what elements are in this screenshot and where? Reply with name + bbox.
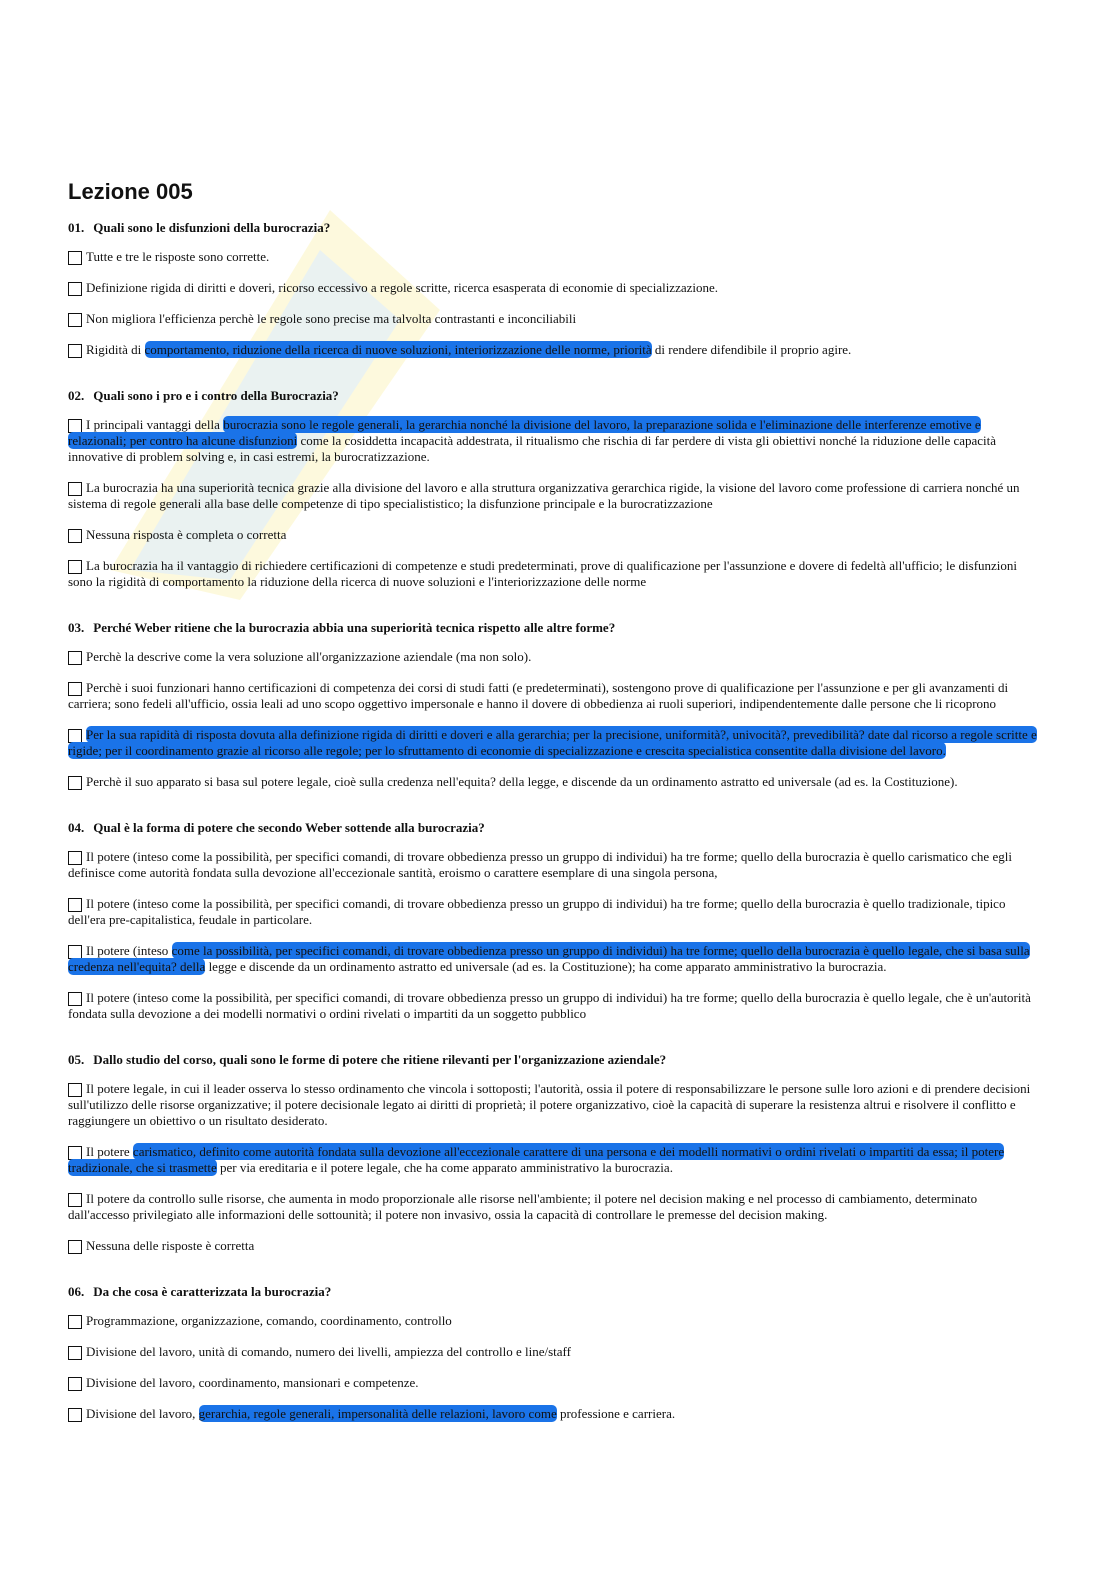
answer-checkbox[interactable] (68, 1193, 82, 1207)
option-text: Programmazione, organizzazione, comando, coordinamento, controllo (86, 1313, 452, 1328)
highlighted-text: gerarchia, regole generali, impersonalità delle relazioni, lavoro come (198, 1406, 557, 1421)
answer-option (68, 1191, 1040, 1223)
answer-option (68, 527, 1040, 543)
answer-option (68, 680, 1040, 712)
option-text: Perchè la descrive come la vera soluzione all'organizzazione aziendale (ma non solo). (86, 649, 532, 664)
answer-option (68, 1081, 1040, 1129)
answer-checkbox[interactable] (68, 313, 82, 327)
option-text: di rendere difendibile il proprio agire. (651, 342, 852, 357)
answer-option (68, 774, 1040, 790)
option-text: Il potere da controllo sulle risorse, che aumenta in modo proporzionale alle risorse nell'ambiente; il potere nel decision making e nel processo di cambiamento, determinato dall'accesso privilegiato alle informazioni delle sottounità; il potere non invasivo, ossia la capacità di controllare le premesse del decision making. (68, 1191, 978, 1222)
answer-option (68, 249, 1040, 265)
question (68, 620, 1040, 790)
option-text: professione e carriera. (556, 1406, 676, 1421)
question-text: Dallo studio del corso, quali sono le forme di potere che ritiene rilevanti per l'organizzazione aziendale? (93, 1052, 667, 1067)
answer-checkbox[interactable] (68, 482, 82, 496)
answer-option (68, 1375, 1040, 1391)
answer-checkbox[interactable] (68, 251, 82, 265)
answer-option (68, 558, 1040, 590)
option-text: Il potere (86, 1144, 133, 1159)
question-number: 05. (68, 1052, 85, 1067)
option-text: Definizione rigida di diritti e doveri, ricorso eccessivo a regole scritte, ricerca esasperata di economie di specializzazione. (86, 280, 719, 295)
question (68, 388, 1040, 590)
option-text: Nessuna risposta è completa o corretta (86, 527, 287, 542)
option-text: Tutte e tre le risposte sono corrette. (86, 249, 270, 264)
option-text: La burocrazia ha una superiorità tecnica grazie alla divisione del lavoro e alla struttura organizzativa gerarchica rigide, la visione del lavoro come professione di carriera nonché un sistema di regole generali alla base delle competenze di tipo specialististico; la disfunzione principale e la burocratizzazione (68, 480, 1020, 511)
question (68, 1284, 1040, 1422)
answer-checkbox[interactable] (68, 682, 82, 696)
question-text: Quali sono i pro e i contro della Burocrazia? (93, 388, 339, 403)
option-text: I principali vantaggi della (86, 417, 224, 432)
highlighted-text: comportamento, riduzione della ricerca di nuove soluzioni, interiorizzazione delle norme, priorità (144, 342, 652, 357)
option-text: legge e discende da un ordinamento astratto ed universale (ad es. la Costituzione); ha come apparato amministrativo la burocrazia. (205, 959, 887, 974)
answer-checkbox[interactable] (68, 1346, 82, 1360)
question-number: 06. (68, 1284, 85, 1299)
page-title: Lezione 005 (68, 179, 193, 204)
answer-option (68, 1313, 1040, 1329)
question-heading (68, 1284, 1040, 1300)
answer-checkbox[interactable] (68, 282, 82, 296)
answer-option (68, 417, 1040, 465)
answer-checkbox[interactable] (68, 1408, 82, 1422)
answer-option (68, 896, 1040, 928)
question-number: 01. (68, 220, 85, 235)
question-text: Qual è la forma di potere che secondo Weber sottende alla burocrazia? (93, 820, 485, 835)
answer-option (68, 1406, 1040, 1422)
answer-option (68, 311, 1040, 327)
question-heading (68, 388, 1040, 404)
question (68, 820, 1040, 1022)
answer-checkbox[interactable] (68, 1240, 82, 1254)
question-text: Quali sono le disfunzioni della burocrazia? (93, 220, 331, 235)
answer-checkbox[interactable] (68, 992, 82, 1006)
option-text: Perchè i suoi funzionari hanno certificazioni di competenza dei corsi di studi fatti (e predeterminati), sostengono prove di qualificazione per l'assunzione e per gli avanzamenti di carriera; sono fedeli all'ufficio, ossia leali ad uno scopo oggettivo impersonale e hanno il dovere di obbedienza ai ruoli superiori, indipendentemente dalle persone che li ricoprono (68, 680, 1009, 711)
option-text: Il potere (inteso come la possibilità, per specifici comandi, di trovare obbedienza presso un gruppo di individui) ha tre forme; quello della burocrazia è quello carismatico che egli definisce come autorità fondata sulla devozione all'eccezionale santità, eroismo o carattere esemplare di una singola persona, (68, 849, 1012, 880)
question (68, 1052, 1040, 1254)
option-text: come la cosiddetta incapacità addestrata, il ritualismo che rischia di far perdere di vista gli obiettivi nonché la riduzione delle capacità innovative di problem solving e, in casi estremi, la burocratizzazione. (68, 433, 997, 464)
option-text: Nessuna delle risposte è corretta (86, 1238, 255, 1253)
question-heading (68, 1052, 1040, 1068)
answer-option (68, 727, 1040, 759)
answer-checkbox[interactable] (68, 529, 82, 543)
option-text: Il potere (inteso come la possibilità, per specifici comandi, di trovare obbedienza presso un gruppo di individui) ha tre forme; quello della burocrazia è quello legale, che è un'autorità fondata sulla devozione a dei modelli normativi o ordini rivelati o impartiti da un soggetto pubblico (68, 990, 1031, 1021)
answer-checkbox[interactable] (68, 651, 82, 665)
option-text: Perchè il suo apparato si basa sul potere legale, cioè sulla credenza nell'equita? della legge, e discende da un ordinamento astratto ed universale (ad es. la Costituzione). (86, 774, 958, 789)
option-text: per via ereditaria e il potere legale, che ha come apparato amministrativo la burocrazia. (216, 1160, 673, 1175)
answer-checkbox[interactable] (68, 1083, 82, 1097)
answer-option (68, 649, 1040, 665)
answer-checkbox[interactable] (68, 1146, 82, 1160)
question-heading (68, 220, 1040, 236)
answer-checkbox[interactable] (68, 344, 82, 358)
question (68, 220, 1040, 358)
option-text: Divisione del lavoro, (86, 1406, 199, 1421)
answer-checkbox[interactable] (68, 419, 82, 433)
answer-option (68, 480, 1040, 512)
question-heading (68, 820, 1040, 836)
answer-option (68, 342, 1040, 358)
option-text: Il potere legale, in cui il leader osserva lo stesso ordinamento che vincola i sottoposti; l'autorità, ossia il potere di responsabilizzare le persone sulle loro azioni e di prendere decisioni sull'utilizzo delle risorse organizzative; il potere decisionale legato ai diritti di proprietà; il potere organizzativo, cioè la capacità di superare la resistenza altrui e risolvere il conflitto e raggiungere un obiettivo o un risultato desiderato. (68, 1081, 1031, 1128)
option-text: Il potere (inteso (86, 943, 172, 958)
question-heading (68, 620, 1040, 636)
answer-option (68, 849, 1040, 881)
question-number: 04. (68, 820, 85, 835)
option-text: Rigidità di (86, 342, 145, 357)
question-text: Da che cosa è caratterizzata la burocrazia? (93, 1284, 332, 1299)
answer-option (68, 1344, 1040, 1360)
answer-checkbox[interactable] (68, 560, 82, 574)
answer-checkbox[interactable] (68, 729, 82, 743)
question-list (68, 220, 1040, 1422)
option-text: Il potere (inteso come la possibilità, per specifici comandi, di trovare obbedienza presso un gruppo di individui) ha tre forme; quello della burocrazia è quello tradizionale, tipico dell'era pre-capitalistica, feudale in particolare. (68, 896, 1006, 927)
highlighted-text: Per la sua rapidità di risposta dovuta alla definizione rigida di diritti e doveri e alla gerarchia; per la precisione, uniformità?, univocità?, prevedibilità? date dal ricorso a regole scritte e rigide; per il coordinamento grazie al ricorso alle regole; per lo sfruttamento di economie di specializzazione e crescita specialistica consentite dalla divisione del lavoro. (68, 727, 1037, 758)
option-text: Non migliora l'efficienza perchè le regole sono precise ma talvolta contrastanti e inconciliabili (86, 311, 577, 326)
answer-option (68, 990, 1040, 1022)
answer-checkbox[interactable] (68, 851, 82, 865)
option-text: La burocrazia ha il vantaggio di richiedere certificazioni di competenze e studi predeterminati, prove di qualificazione per l'assunzione e dovere di fedeltà all'ufficio; le disfunzioni sono la rigidità di comportamento la riduzione della ricerca di nuove soluzioni e l'interiorizzazione delle norme (68, 558, 1018, 589)
option-text: Divisione del lavoro, unità di comando, numero dei livelli, ampiezza del controllo e line/staff (86, 1344, 571, 1359)
answer-option (68, 1238, 1040, 1254)
document-page (68, 178, 1040, 1452)
answer-checkbox[interactable] (68, 1315, 82, 1329)
answer-option (68, 1144, 1040, 1176)
answer-option (68, 943, 1040, 975)
highlighted-text: come la possibilità, per specifici comandi, di trovare obbedienza presso un gruppo di individui) ha tre forme; quello della burocrazia è quello legale, che si basa sulla credenza nell'equita? della (68, 943, 1030, 974)
question-number: 03. (68, 620, 85, 635)
highlighted-text: carismatico, definito come autorità fondata sulla devozione all'eccezionale carattere di una persona e dei modelli normativi o ordini rivelati o impartiti da essa; il potere tradizionale, che si trasmette (68, 1144, 1005, 1175)
answer-checkbox[interactable] (68, 945, 82, 959)
answer-checkbox[interactable] (68, 898, 82, 912)
answer-checkbox[interactable] (68, 1377, 82, 1391)
answer-option (68, 280, 1040, 296)
question-text: Perché Weber ritiene che la burocrazia abbia una superiorità tecnica rispetto alle altre forme? (93, 620, 616, 635)
option-text: Divisione del lavoro, coordinamento, mansionari e competenze. (86, 1375, 419, 1390)
question-number: 02. (68, 388, 85, 403)
answer-checkbox[interactable] (68, 776, 82, 790)
highlighted-text: burocrazia sono le regole generali, la gerarchia nonché la divisione del lavoro, la preparazione solida e l'eliminazione delle interferenze emotive e relazionali; per contro ha alcune disfunzioni (68, 417, 981, 448)
